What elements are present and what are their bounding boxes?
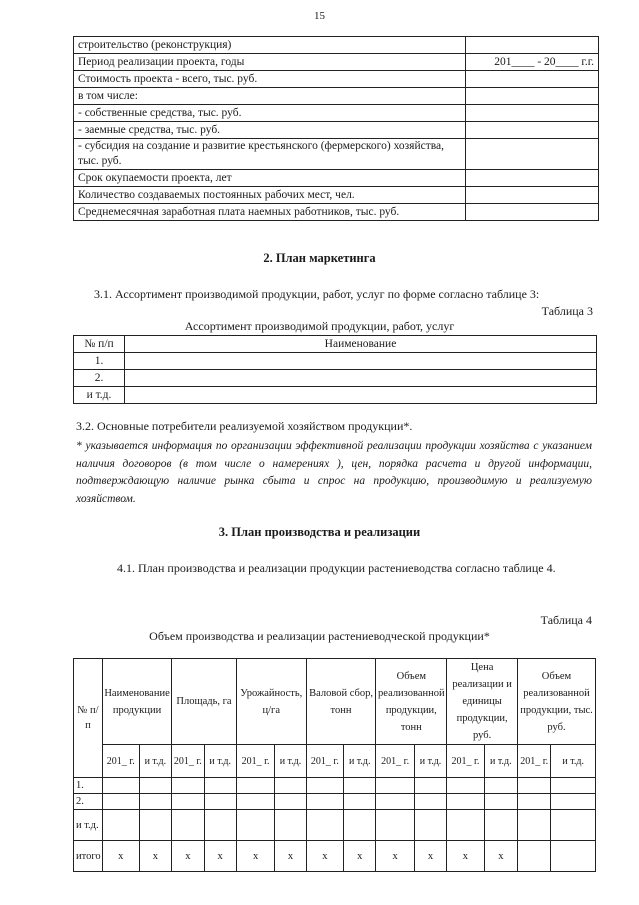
footnote: * указывается информация по организации эффективной реализации продукции хозяйства с указанием наличия договоров (в том числе о намерениях ), цен, порядка расчета и другой информации, подтверждающую наличие рынка сбыта и спрос на продукцию, производимую и реализуемую хозяйством. xyxy=(76,440,592,505)
table-row: Период реализации проекта, годы 201____ - 20____ г.г. xyxy=(74,54,599,71)
table-row: - заемные средства, тыс. руб. xyxy=(74,122,599,139)
page-number: 15 xyxy=(314,10,325,22)
table-4-label: Таблица 4 xyxy=(540,613,592,627)
table-row: - субсидия на создание и развитие крестьянского (фермерского) хозяйства, тыс. руб. xyxy=(74,139,599,170)
paragraph-3-1: 3.1. Ассортимент производимой продукции, работ, услуг по форме согласно таблице 3: xyxy=(94,287,540,301)
table-row: - собственные средства, тыс. руб. xyxy=(74,105,599,122)
table-row: 1. xyxy=(74,778,596,794)
project-summary-table xyxy=(73,36,599,221)
table-row: Срок окупаемости проекта, лет xyxy=(74,170,599,187)
section-heading-production: 3. План производства и реализации xyxy=(218,525,421,539)
table-row: в том числе: xyxy=(74,88,599,105)
production-table: № п/п Наименование продукции Площадь, га Урожайность, ц/га Валовой сбор, тонн Объем реализованной продукции, тонн Цена реализации и единицы продукции, руб. Объем реализованной продукции, тыс. руб. 201_ г. и т.д. 201_ г. и т.д. 201_ г. и т.д. 201_ г. и т.д. 201_ г. и т.д. 201_ г. и т.д. 201_ г. и т.д. 1. 2. и т.д. итого х х х х х х х х х х х х xyxy=(73,658,596,872)
paragraph-3-2: 3.2. Основные потребители реализуемой хозяйством продукции*. xyxy=(76,419,413,433)
section-heading-marketing: 2. План маркетинга xyxy=(263,251,376,265)
table-row: и т.д. xyxy=(74,810,596,841)
table-row-total: итого х х х х х х х х х х х х xyxy=(74,841,596,872)
table-4-title: Объем производства и реализации растениеводческой продукции* xyxy=(149,629,490,643)
table-3-label: Таблица 3 xyxy=(541,304,593,318)
table-row: Среднемесячная заработная плата наемных работников, тыс. руб. xyxy=(74,204,599,221)
table-row: Количество создаваемых постоянных рабочих мест, чел. xyxy=(74,187,599,204)
paragraph-4-1: 4.1. План производства и реализации продукции растениеводства согласно таблице 4. xyxy=(117,561,556,575)
table-row: и т.д. xyxy=(74,387,597,404)
table-row: Стоимость проекта - всего, тыс. руб. xyxy=(74,71,599,88)
table-row: 2. xyxy=(74,794,596,810)
table-header-row: № п/п Наименование xyxy=(74,336,597,353)
table-row: строительство (реконструкция) xyxy=(74,37,599,54)
table-row: 2. xyxy=(74,370,597,387)
table-row: 1. xyxy=(74,353,597,370)
table-3-title: Ассортимент производимой продукции, работ, услуг xyxy=(184,319,455,333)
assortment-table xyxy=(73,335,597,404)
